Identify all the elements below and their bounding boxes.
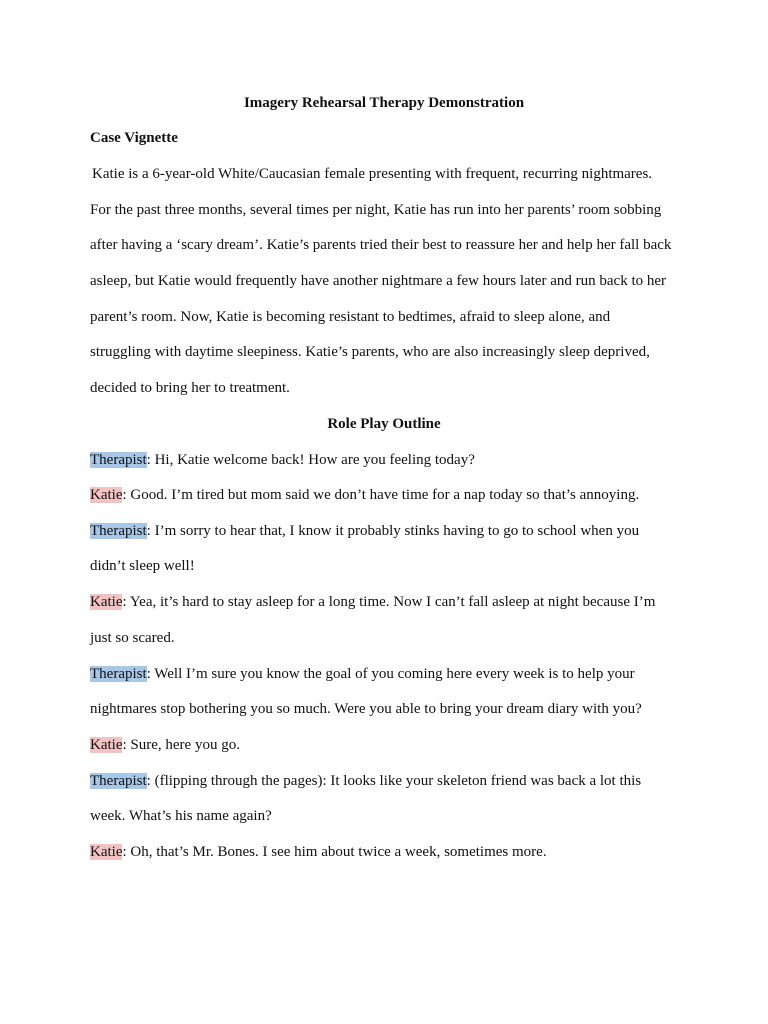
dialogue-continuation: nightmares stop bothering you so much. Were you able to bring your dream diary with you? bbox=[90, 701, 642, 717]
vignette-line: struggling with daytime sleepiness. Katie’s parents, who are also increasingly sleep deprived, bbox=[90, 344, 650, 360]
dialogue-text: : Well I’m sure you know the goal of you coming here every week is to help your bbox=[146, 666, 635, 682]
dialogue-continuation: didn’t sleep well! bbox=[90, 558, 195, 574]
dialogue-text: : (flipping through the pages): It looks like your skeleton friend was back a lot this bbox=[146, 773, 642, 789]
case-vignette-heading: Case Vignette bbox=[90, 130, 178, 146]
dialogue-line-therapist bbox=[90, 522, 639, 540]
dialogue-text: : Oh, that’s Mr. Bones. I see him about twice a week, sometimes more. bbox=[122, 844, 547, 860]
vignette-line: Katie is a 6-year-old White/Caucasian female presenting with frequent, recurring nightmares. bbox=[92, 166, 653, 182]
dialogue-text: : Good. I’m tired but mom said we don’t have time for a nap today so that’s annoying. bbox=[122, 487, 640, 503]
dialogue-line-therapist bbox=[90, 665, 635, 683]
dialogue-line-katie bbox=[90, 736, 240, 754]
speaker-therapist: Therapist bbox=[90, 452, 147, 468]
dialogue-text: : Hi, Katie welcome back! How are you feeling today? bbox=[146, 452, 475, 468]
vignette-line: asleep, but Katie would frequently have another nightmare a few hours later and run back to her bbox=[90, 273, 667, 289]
dialogue-line-katie bbox=[90, 593, 655, 611]
document-title: Imagery Rehearsal Therapy Demonstration bbox=[243, 95, 525, 111]
speaker-therapist: Therapist bbox=[90, 773, 147, 789]
dialogue-line-katie bbox=[90, 486, 639, 504]
dialogue-continuation: just so scared. bbox=[90, 630, 175, 646]
speaker-katie: Katie bbox=[90, 594, 123, 610]
dialogue-text: : Sure, here you go. bbox=[122, 737, 240, 753]
vignette-line: parent’s room. Now, Katie is becoming resistant to bedtimes, afraid to sleep alone, and bbox=[90, 309, 611, 325]
speaker-katie: Katie bbox=[90, 844, 123, 860]
vignette-line: after having a ‘scary dream’. Katie’s parents tried their best to reassure her and help her fall back bbox=[90, 237, 672, 253]
dialogue-line-therapist bbox=[90, 451, 475, 469]
vignette-line: For the past three months, several times per night, Katie has run into her parents’ room sobbing bbox=[90, 202, 662, 218]
speaker-katie: Katie bbox=[90, 487, 123, 503]
dialogue-line-katie bbox=[90, 843, 547, 861]
speaker-therapist: Therapist bbox=[90, 666, 147, 682]
dialogue-line-therapist bbox=[90, 772, 641, 790]
dialogue-continuation: week. What’s his name again? bbox=[90, 808, 272, 824]
dialogue-text: : Yea, it’s hard to stay asleep for a long time. Now I can’t fall asleep at night because I’m bbox=[122, 594, 656, 610]
role-play-heading: Role Play Outline bbox=[327, 416, 441, 432]
speaker-katie: Katie bbox=[90, 737, 123, 753]
dialogue-text: : I’m sorry to hear that, I know it probably stinks having to go to school when you bbox=[146, 523, 640, 539]
speaker-therapist: Therapist bbox=[90, 523, 147, 539]
vignette-line: decided to bring her to treatment. bbox=[90, 380, 290, 396]
